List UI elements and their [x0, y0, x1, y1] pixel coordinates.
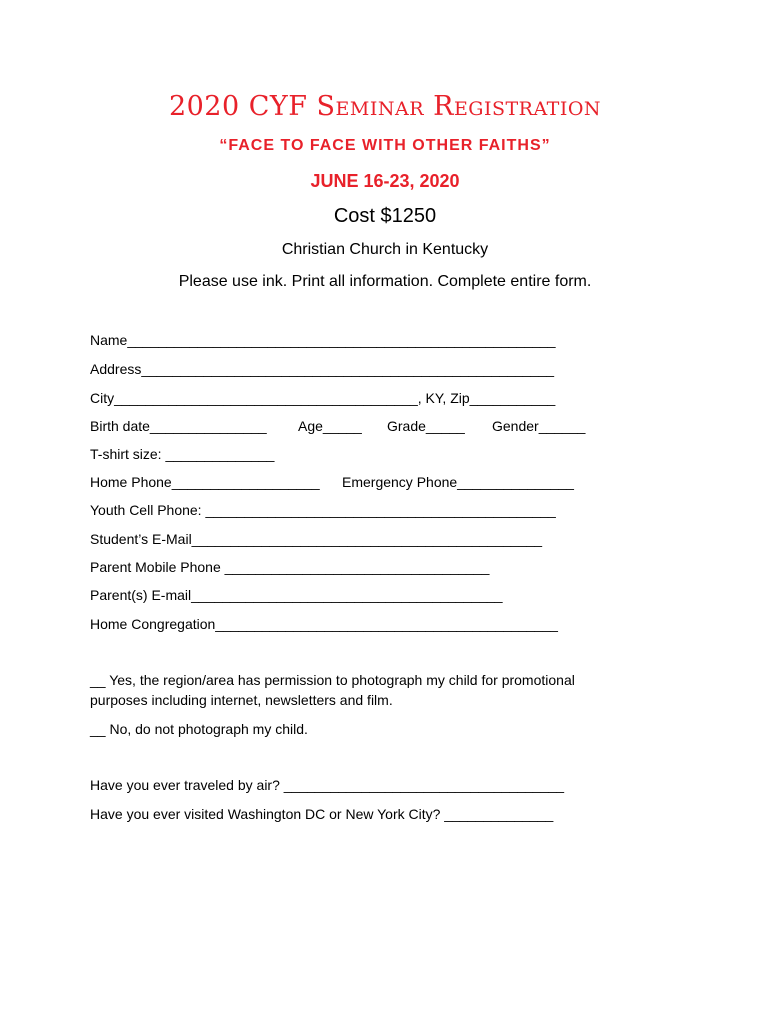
photo-permission-no[interactable]: __ No, do not photograph my child. — [90, 721, 308, 737]
organization-name: Christian Church in Kentucky — [281, 241, 489, 258]
photo-permission-yes-line2: purposes including internet, newsletters and film. — [90, 692, 393, 708]
photo-permission-yes-line1: __ Yes, the region/area has permission to photograph my child for promotional — [90, 672, 575, 688]
parent-mobile-phone-field[interactable]: Parent Mobile Phone __________________________________ — [90, 559, 490, 575]
dc-nyc-question[interactable]: Have you ever visited Washington DC or New York City? ______________ — [90, 806, 554, 822]
age-field[interactable]: Age_____ — [298, 418, 362, 434]
name-field[interactable]: Name_______________________________________________________ — [90, 332, 556, 348]
student-email-field[interactable]: Student’s E-Mail_____________________________________________ — [90, 531, 543, 547]
air-travel-question[interactable]: Have you ever traveled by air? ____________________________________ — [90, 777, 565, 793]
birth-age-grade-gender-row — [90, 417, 610, 435]
grade-field[interactable]: Grade_____ — [387, 418, 465, 434]
parent-email-field[interactable]: Parent(s) E-mail________________________________________ — [90, 587, 503, 603]
seminar-dates: JUNE 16-23, 2020 — [310, 171, 460, 191]
gender-field[interactable]: Gender______ — [492, 418, 586, 434]
seminar-theme: “FACE TO FACE WITH OTHER FAITHS” — [219, 137, 551, 154]
photo-permission-yes[interactable] — [90, 670, 630, 710]
city-zip-field[interactable]: City_______________________________________, KY, Zip___________ — [90, 390, 556, 406]
home-phone-field[interactable]: Home Phone___________________ — [90, 474, 320, 490]
tshirt-size-field[interactable]: T-shirt size: ______________ — [90, 446, 275, 462]
form-title: 2020 CYF Seminar Registration — [168, 91, 602, 122]
emergency-phone-field[interactable]: Emergency Phone_______________ — [342, 474, 574, 490]
address-field[interactable]: Address_____________________________________________________ — [90, 361, 555, 377]
phone-row — [90, 473, 610, 491]
home-congregation-field[interactable]: Home Congregation____________________________________________ — [90, 616, 558, 632]
form-instructions: Please use ink. Print all information. Complete entire form. — [178, 273, 592, 290]
seminar-cost: Cost $1250 — [333, 205, 437, 227]
birth-date-field[interactable]: Birth date_______________ — [90, 418, 267, 434]
youth-cell-phone-field[interactable]: Youth Cell Phone: _____________________________________________ — [90, 502, 556, 518]
